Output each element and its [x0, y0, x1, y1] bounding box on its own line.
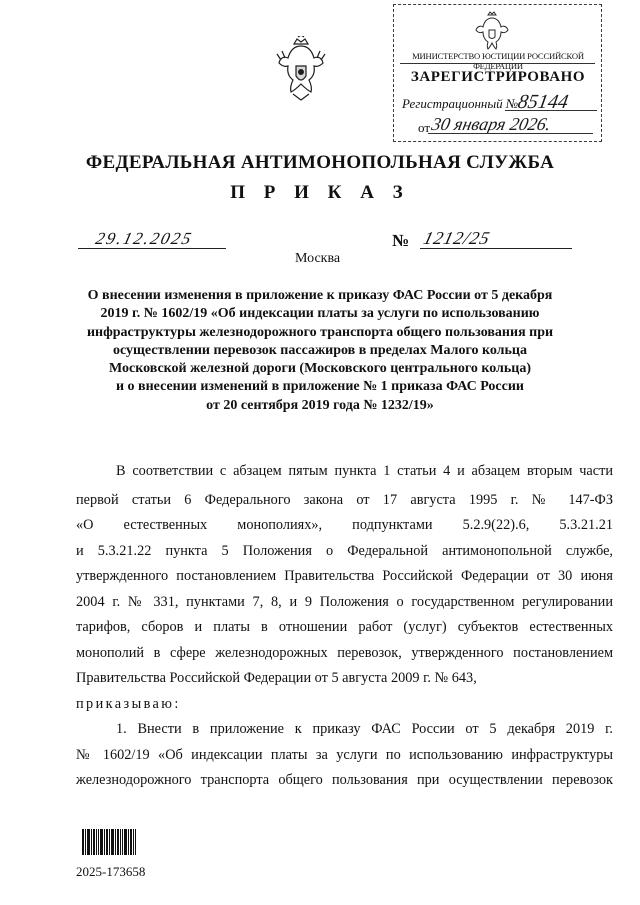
stamp-regno-label: Регистрационный №	[402, 96, 519, 111]
order-title	[70, 287, 570, 415]
stamp-divider	[400, 63, 595, 64]
title-line: Московской железной дороги (Московского центрального кольца)	[108, 361, 532, 377]
stamp-registered: ЗАРЕГИСТРИРОВАНО	[410, 69, 586, 85]
body-line: и 5.3.21.22 пункта 5 Положения о Федеральной антимонопольной службе,	[76, 543, 613, 559]
body-line: В соответствии с абзацем пятым пункта 1 статьи 4 и абзацем вторым части	[116, 463, 613, 479]
order-number-sign: №	[392, 231, 410, 250]
stamp-regno-value: 85144	[516, 91, 570, 113]
order-number: 1212/25	[421, 228, 493, 248]
body-line: первой статьи 6 Федерального закона от 17 августа 1995 г. № 147-ФЗ	[76, 492, 613, 508]
barcode-number: 2025-173658	[76, 864, 146, 879]
body-line: 2004 г. № 331, пунктами 7, 8, и 9 Положения о государственном регулировании	[76, 594, 613, 610]
body-line: монополий в сфере железнодорожных перевозок, утвержденного постановлением	[76, 645, 613, 661]
title-line: от 20 сентября 2019 года № 1232/19»	[206, 397, 434, 413]
document-type: П Р И К А З	[230, 182, 410, 203]
stamp-date-label: от	[418, 120, 431, 135]
body-line-prikazyvayu: приказываю:	[76, 696, 181, 712]
order-number-underline	[420, 248, 572, 249]
stamp-date-value: 30 января 2026.	[429, 114, 553, 134]
barcode-icon	[82, 829, 136, 855]
title-line: инфраструктуры железнодорожного транспорта общего пользования при	[86, 324, 554, 340]
stamp-ministry: МИНИСТЕРСТВО ЮСТИЦИИ РОССИЙСКОЙ ФЕДЕРАЦИИ	[412, 51, 584, 71]
agency-name: ФЕДЕРАЛЬНАЯ АНТИМОНОПОЛЬНАЯ СЛУЖБА	[85, 152, 555, 173]
order-city: Москва	[295, 251, 341, 266]
title-line: 2019 г. № 1602/19 «Об индексации платы за услуги по использованию	[100, 306, 540, 322]
order-date: 29.12.2025	[93, 229, 195, 248]
title-line: О внесении изменения в приложение к приказу ФАС России от 5 декабря	[87, 288, 553, 303]
title-line: осуществлении перевозок пассажиров в пределах Малого кольца	[112, 342, 528, 358]
coat-of-arms-icon	[276, 36, 326, 102]
stamp-emblem-icon	[472, 10, 512, 50]
order-date-underline	[78, 248, 226, 249]
title-line: и о внесении изменений в приложение № 1 приказа ФАС России	[115, 379, 524, 395]
body-line: железнодорожного транспорта общего пользования при осуществлении перевозок	[76, 772, 613, 788]
body-line: № 1602/19 «Об индексации платы за услуги по использованию инфраструктуры	[76, 747, 613, 763]
body-line: «О естественных монополиях», подпунктами 5.2.9(22).6, 5.3.21.21	[76, 517, 613, 533]
body-line: тарифов, сборов и платы в отношении работ (услуг) субъектов естественных	[76, 619, 613, 635]
body-line: Правительства Российской Федерации от 5 августа 2009 г. № 643,	[76, 670, 477, 686]
stamp-regno-underline	[505, 110, 597, 111]
stamp-date-underline	[428, 133, 593, 134]
body-line: утвержденного постановлением Правительства Российской Федерации от 30 июня	[76, 568, 613, 584]
body-line: 1. Внести в приложение к приказу ФАС России от 5 декабря 2019 г.	[116, 721, 613, 737]
